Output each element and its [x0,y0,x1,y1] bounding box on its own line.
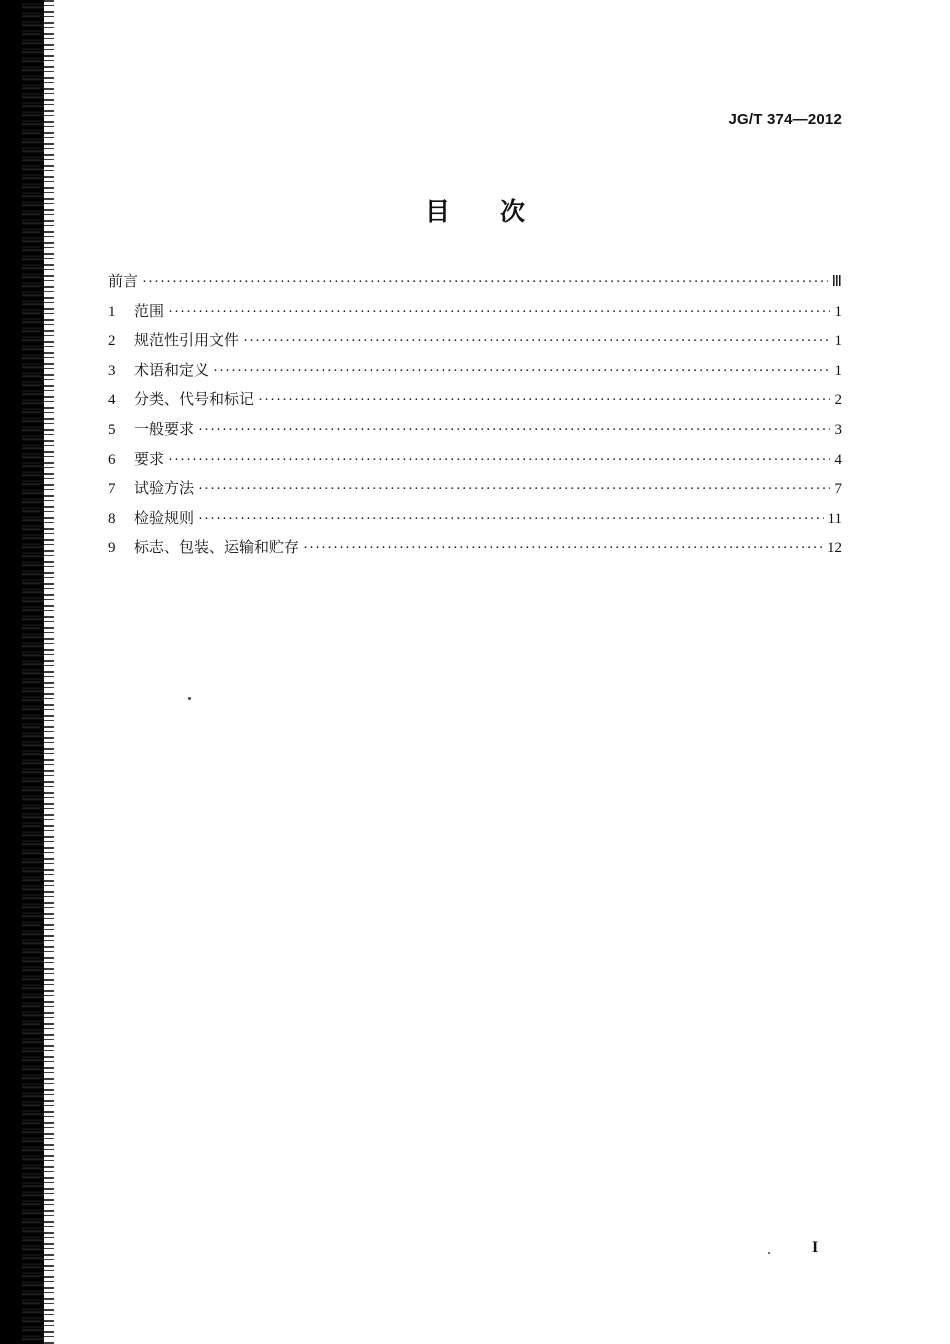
table-of-contents [108,270,842,566]
scan-speck [768,1252,770,1254]
toc-dot-leader [198,481,830,498]
toc-dot-leader [198,511,824,528]
toc-entry-page: 1 [834,303,842,320]
toc-entry[interactable] [108,300,842,330]
toc-entry-page: 12 [827,540,842,557]
toc-entry[interactable] [108,507,842,537]
toc-entry-label: 前言 [108,272,139,290]
toc-title-char: 目 [424,197,450,226]
toc-entry-label: 标志、包装、运输和贮存 [134,538,300,557]
toc-entry-page: Ⅲ [831,274,842,290]
toc-entry-number: 4 [108,392,116,409]
toc-entry[interactable] [108,388,842,418]
toc-entry[interactable] [108,448,842,478]
toc-entry[interactable] [108,418,842,448]
toc-dot-leader [243,333,830,350]
toc-dot-leader [198,422,830,439]
toc-entry-number: 1 [108,303,116,320]
toc-entry-page: 7 [834,481,842,498]
toc-entry-number: 3 [108,362,116,379]
toc-entry[interactable] [108,536,842,566]
toc-entry-page: 1 [834,333,842,350]
toc-entry-page: 4 [834,451,842,468]
toc-dot-leader [213,363,830,380]
toc-entry-page: 11 [827,510,842,527]
toc-entry-number: 8 [108,510,116,527]
toc-entry-label: 检验规则 [134,508,195,527]
toc-entry-label: 术语和定义 [134,360,210,379]
toc-dot-leader [168,304,830,321]
toc-entry-label: 规范性引用文件 [134,331,240,350]
toc-entry-label: 范围 [134,301,165,320]
toc-entry-number: 5 [108,421,116,438]
scan-speck [188,697,191,700]
toc-dot-leader [142,274,828,291]
toc-entry-label: 试验方法 [134,479,195,498]
toc-dot-leader [168,452,830,469]
toc-entry-number: 7 [108,481,116,498]
toc-entry-label: 一般要求 [134,419,195,438]
toc-entry-number: 2 [108,333,116,350]
toc-entry-number: 9 [108,540,116,557]
toc-title-char: 次 [500,197,526,226]
toc-entry-page: 3 [834,421,842,438]
document-code: JG/T 374—2012 [728,111,842,128]
page-number: I [812,1239,819,1256]
toc-entry-label: 要求 [134,449,165,468]
toc-entry-label: 分类、代号和标记 [134,390,255,409]
toc-dot-leader [303,540,823,557]
toc-entry[interactable] [108,329,842,359]
toc-entry-page: 2 [834,392,842,409]
toc-entry[interactable] [108,359,842,389]
toc-entry-page: 1 [834,362,842,379]
toc-dot-leader [258,392,830,409]
toc-title [0,192,950,228]
toc-entry[interactable] [108,477,842,507]
toc-entry-foreword[interactable] [108,270,842,300]
toc-entry-number: 6 [108,451,116,468]
